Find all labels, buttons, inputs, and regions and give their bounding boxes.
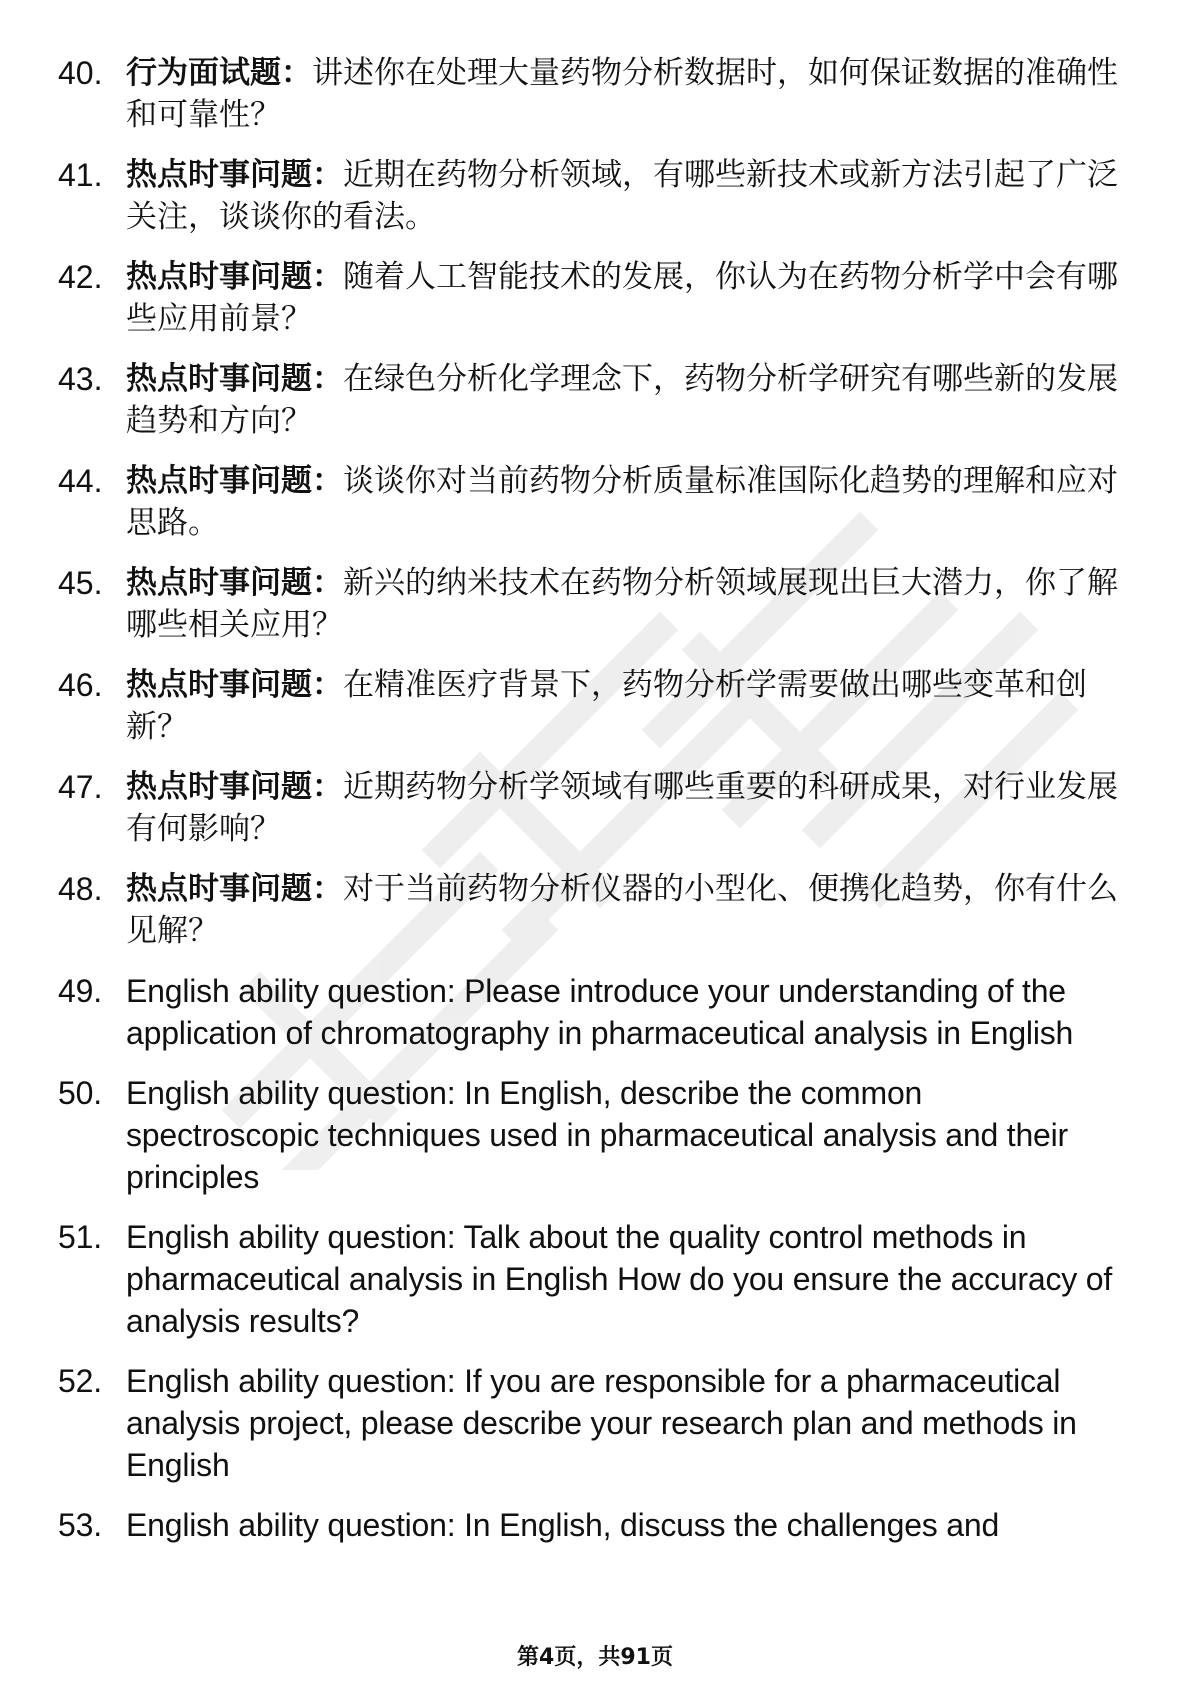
question-item [58, 970, 1118, 1054]
question-item [58, 1072, 1118, 1198]
question-number: 51. [58, 1219, 102, 1255]
question-number: 43. [58, 361, 103, 397]
question-text: 近期在药物分析领域，有哪些新技术或新方法引起了广泛关注，谈谈你的看法。 [126, 157, 1118, 235]
question-text: 近期药物分析学领域有哪些重要的科研成果，对行业发展有何影响？ [126, 769, 1118, 847]
question-list [58, 52, 1118, 1564]
question-category: 热点时事问题： [126, 769, 343, 805]
question-text: 在绿色分析化学理念下，药物分析学研究有哪些新的发展趋势和方向？ [126, 361, 1118, 439]
question-text: English ability question: In English, describe the common spectroscopic techniques used in pharmaceutical analysis and their principles [126, 1075, 1069, 1195]
question-category: 热点时事问题： [126, 565, 343, 601]
question-item [58, 358, 1118, 442]
question-category: 热点时事问题： [126, 667, 343, 703]
question-number: 41. [58, 157, 103, 193]
question-number: 42. [58, 259, 103, 295]
question-item [58, 52, 1118, 136]
question-category: 热点时事问题： [126, 157, 343, 193]
question-number: 48. [58, 871, 103, 907]
question-number: 49. [58, 973, 102, 1009]
question-category: 热点时事问题： [126, 259, 343, 295]
question-item [58, 562, 1118, 646]
question-text: English ability question: In English, discuss the challenges and [126, 1507, 1000, 1543]
question-text: English ability question: If you are responsible for a pharmaceutical analysis project, please describe your research plan and methods in English [126, 1363, 1077, 1483]
question-number: 53. [58, 1507, 102, 1543]
question-number: 52. [58, 1363, 102, 1399]
question-text: 谈谈你对当前药物分析质量标准国际化趋势的理解和应对思路。 [126, 463, 1118, 541]
question-number: 44. [58, 463, 103, 499]
question-item [58, 868, 1118, 952]
question-number: 46. [58, 667, 103, 703]
question-text: 讲述你在处理大量药物分析数据时，如何保证数据的准确性和可靠性？ [126, 55, 1118, 133]
question-number: 50. [58, 1075, 102, 1111]
question-text: English ability question: Please introduce your understanding of the application of chromatography in pharmaceutical analysis in English [126, 973, 1074, 1051]
page-footer: 第4页，共91页 [517, 1645, 673, 1670]
question-category: 热点时事问题： [126, 463, 343, 499]
question-text: 对于当前药物分析仪器的小型化、便携化趋势，你有什么见解？ [126, 871, 1118, 949]
question-text: 随着人工智能技术的发展，你认为在药物分析学中会有哪些应用前景？ [126, 259, 1118, 337]
question-item [58, 1216, 1118, 1342]
question-number: 40. [58, 55, 103, 91]
question-number: 47. [58, 769, 103, 805]
question-item [58, 460, 1118, 544]
question-item [58, 256, 1118, 340]
question-text: 新兴的纳米技术在药物分析领域展现出巨大潜力，你了解哪些相关应用？ [126, 565, 1118, 643]
question-text: English ability question: Talk about the quality control methods in pharmaceutical analysis in English How do you ensure the accuracy of analysis results? [126, 1219, 1113, 1339]
question-category: 热点时事问题： [126, 361, 343, 397]
question-text: 在精准医疗背景下，药物分析学需要做出哪些变革和创新？ [126, 667, 1087, 745]
question-item [58, 154, 1118, 238]
question-category: 热点时事问题： [126, 871, 343, 907]
question-item [58, 1504, 1118, 1546]
question-category: 行为面试题： [126, 55, 312, 91]
question-item [58, 766, 1118, 850]
question-number: 45. [58, 565, 103, 601]
question-item [58, 1360, 1118, 1486]
question-item [58, 664, 1118, 748]
